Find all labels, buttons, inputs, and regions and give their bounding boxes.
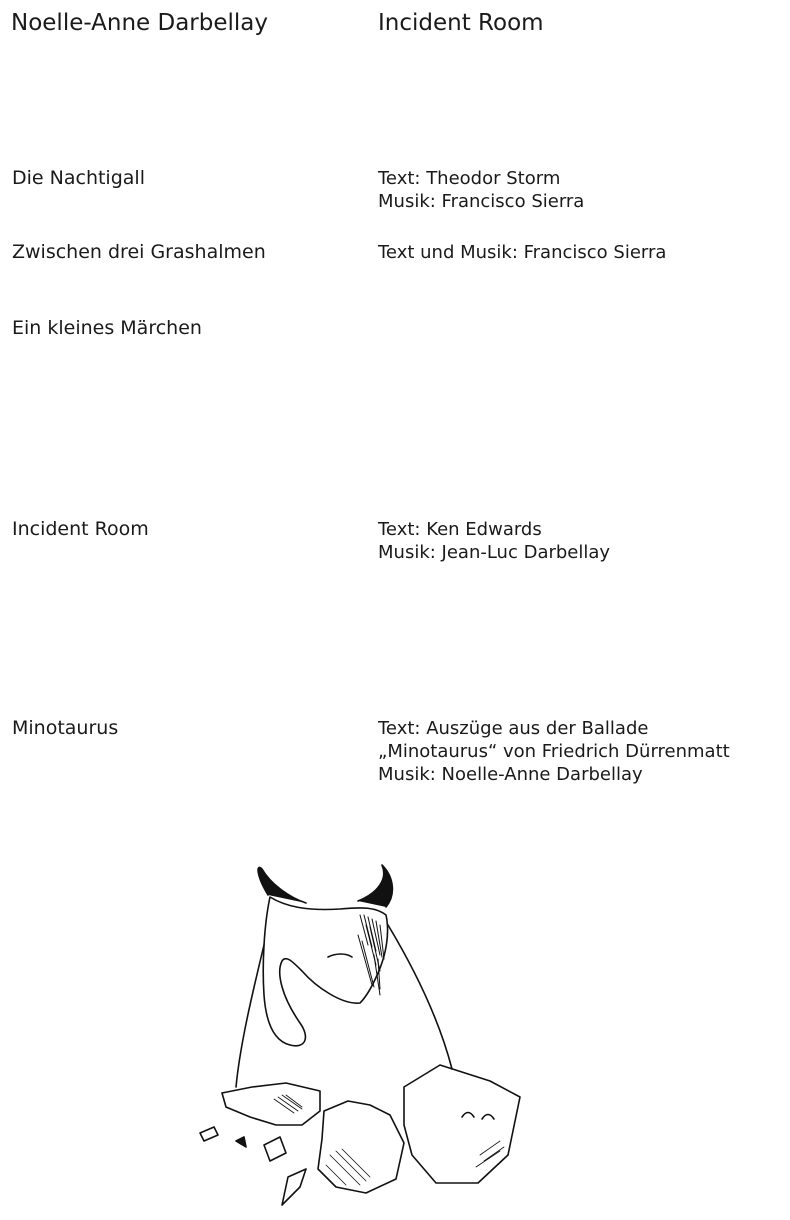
credit-line: Musik: Jean-Luc Darbellay (378, 542, 611, 563)
piece-title: Minotaurus (12, 717, 119, 739)
program-title: Incident Room (378, 10, 544, 36)
composer-name: Noelle-Anne Darbellay (11, 10, 268, 36)
piece-title: Ein kleines Märchen (12, 317, 202, 339)
piece-title: Die Nachtigall (12, 167, 145, 189)
shard (264, 1137, 286, 1161)
minotaur-drawing (190, 855, 550, 1215)
body-outline (236, 945, 264, 1087)
body-outline-right (388, 925, 452, 1069)
piece-credits (378, 717, 730, 786)
fragment-shading (274, 1095, 504, 1185)
credit-line: Text: Ken Edwards (378, 519, 542, 540)
mane-hatching (358, 915, 384, 995)
shard (200, 1127, 218, 1141)
shard (282, 1169, 306, 1205)
right-horn (358, 865, 392, 907)
shard (236, 1137, 246, 1147)
eye-line (328, 954, 352, 957)
piece-credits (378, 167, 584, 213)
credit-line: Musik: Francisco Sierra (378, 191, 585, 212)
fragment-middle (318, 1101, 404, 1193)
piece-credits (378, 518, 610, 564)
piece-credits (378, 241, 666, 264)
piece-title: Incident Room (12, 518, 149, 540)
piece-title: Zwischen drei Grashalmen (12, 241, 266, 263)
credit-line: Musik: Noelle-Anne Darbellay (378, 764, 643, 785)
credit-line: Text und Musik: Francisco Sierra (378, 242, 667, 263)
fragment-right (404, 1065, 520, 1183)
credit-line: Text: Auszüge aus der Ballade (378, 718, 649, 739)
left-horn (258, 867, 306, 903)
fragment-eyes (462, 1113, 494, 1120)
fragment-large-left (222, 1083, 320, 1125)
credit-line: „Minotaurus“ von Friedrich Dürrenmatt (378, 741, 730, 762)
credit-line: Text: Theodor Storm (378, 168, 561, 189)
